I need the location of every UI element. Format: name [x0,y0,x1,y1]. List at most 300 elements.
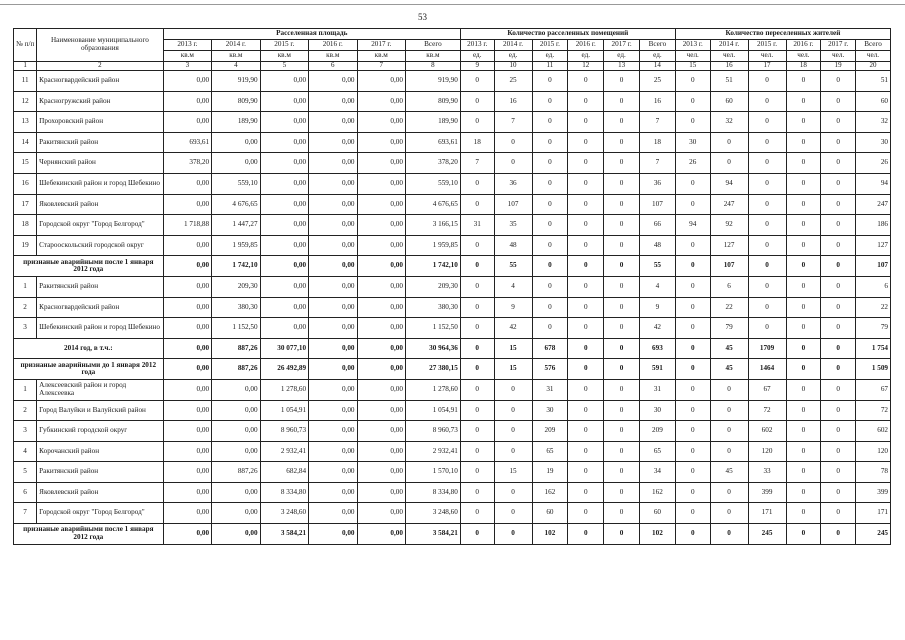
rooms-cell: 0 [568,235,604,256]
people-cell: 0 [675,173,710,194]
area-cell: 0,00 [163,71,211,92]
area-cell: 189,90 [405,112,460,133]
year-header-people: 2015 г. [748,40,786,51]
unit-header: чел. [748,51,786,62]
people-cell: 0 [675,256,710,277]
area-cell: 693,61 [405,132,460,153]
people-cell: 0 [748,215,786,236]
rooms-cell: 0 [568,132,604,153]
unit-header: чел. [675,51,710,62]
people-cell: 0 [786,297,821,318]
rooms-cell: 36 [494,173,532,194]
rooms-cell: 0 [604,359,640,380]
people-cell: 0 [748,256,786,277]
row-number: 11 [14,71,37,92]
area-cell: 887,26 [212,462,260,483]
year-header-rooms: 2015 г. [532,40,568,51]
area-cell: 0,00 [212,132,260,153]
area-cell: 0,00 [309,256,357,277]
rooms-cell: 0 [568,462,604,483]
rooms-cell: 4 [494,276,532,297]
people-cell: 26 [675,153,710,174]
year-header-area: 2014 г. [212,40,260,51]
rooms-cell: 15 [494,462,532,483]
people-cell: 0 [821,338,856,359]
people-cell: 0 [786,215,821,236]
people-cell: 1464 [748,359,786,380]
people-cell: 0 [786,153,821,174]
people-cell: 45 [710,462,748,483]
rooms-cell: 18 [640,132,676,153]
area-cell: 0,00 [260,173,308,194]
people-cell: 1 509 [856,359,891,380]
people-cell: 0 [748,235,786,256]
rooms-cell: 7 [640,112,676,133]
area-cell: 1 742,10 [405,256,460,277]
municipality-name: Ракитянский район [37,132,163,153]
people-cell: 0 [675,482,710,503]
people-cell: 72 [748,400,786,421]
table-row [14,297,891,318]
unit-header: ед. [460,51,494,62]
row-number: 16 [14,173,37,194]
area-cell: 0,00 [212,441,260,462]
people-cell: 0 [675,276,710,297]
municipality-name: Городской округ "Город Белгород" [37,215,163,236]
area-cell: 0,00 [309,338,357,359]
people-cell: 0 [786,379,821,400]
area-cell: 0,00 [309,421,357,442]
table-row [14,379,891,400]
rooms-cell: 0 [568,173,604,194]
rooms-cell: 0 [604,215,640,236]
area-cell: 682,84 [260,462,308,483]
subtotal-row [14,524,891,545]
people-cell: 22 [856,297,891,318]
column-index-cell: 4 [212,62,260,71]
people-cell: 0 [786,112,821,133]
area-cell: 0,00 [260,132,308,153]
column-index-cell: 18 [786,62,821,71]
year-header-rooms: Всего [640,40,676,51]
header-row-column-index [14,62,891,71]
rooms-cell: 9 [494,297,532,318]
people-cell: 0 [710,153,748,174]
area-cell: 0,00 [357,482,405,503]
area-cell: 209,30 [212,276,260,297]
area-cell: 0,00 [212,153,260,174]
year-header-rooms: 2017 г. [604,40,640,51]
people-cell: 0 [821,194,856,215]
area-cell: 0,00 [357,441,405,462]
row-number: 6 [14,482,37,503]
rooms-cell: 7 [460,153,494,174]
people-cell: 0 [748,173,786,194]
people-cell: 0 [786,91,821,112]
rooms-cell: 0 [532,215,568,236]
area-cell: 0,00 [357,91,405,112]
people-cell: 127 [856,235,891,256]
area-cell: 887,26 [212,338,260,359]
people-cell: 0 [675,462,710,483]
rooms-cell: 0 [568,503,604,524]
rooms-cell: 0 [568,400,604,421]
people-cell: 6 [856,276,891,297]
column-index-cell: 7 [357,62,405,71]
rooms-cell: 0 [604,91,640,112]
rooms-cell: 48 [640,235,676,256]
municipality-name: Красногвардейский район [37,71,163,92]
area-cell: 693,61 [163,132,211,153]
people-cell: 0 [821,256,856,277]
people-cell: 245 [748,524,786,545]
rooms-cell: 0 [604,132,640,153]
people-cell: 0 [748,71,786,92]
people-cell: 0 [821,215,856,236]
area-cell: 3 166,15 [405,215,460,236]
table-row [14,91,891,112]
rooms-cell: 0 [460,173,494,194]
rooms-cell: 0 [604,421,640,442]
table-body [14,71,891,545]
people-cell: 0 [675,71,710,92]
area-cell: 0,00 [163,276,211,297]
people-cell: 0 [786,256,821,277]
rooms-cell: 0 [604,173,640,194]
people-cell: 0 [821,503,856,524]
column-index-cell: 15 [675,62,710,71]
people-cell: 0 [786,503,821,524]
area-cell: 1 959,85 [405,235,460,256]
rooms-cell: 0 [494,132,532,153]
rooms-cell: 162 [532,482,568,503]
area-cell: 1 278,60 [260,379,308,400]
area-cell: 8 334,80 [405,482,460,503]
rooms-cell: 0 [568,524,604,545]
people-cell: 30 [856,132,891,153]
row-number: 14 [14,132,37,153]
rooms-cell: 0 [604,276,640,297]
people-cell: 0 [786,194,821,215]
area-cell: 0,00 [309,379,357,400]
area-cell: 0,00 [309,235,357,256]
rooms-cell: 0 [604,112,640,133]
rooms-cell: 0 [460,400,494,421]
resettlement-table [13,28,891,545]
subtotal-row [14,359,891,380]
rooms-cell: 0 [532,71,568,92]
table-row [14,276,891,297]
rooms-cell: 31 [640,379,676,400]
people-cell: 0 [786,235,821,256]
rooms-cell: 31 [460,215,494,236]
rooms-cell: 48 [494,235,532,256]
subtotal-row [14,338,891,359]
rooms-cell: 0 [460,524,494,545]
rooms-cell: 0 [604,153,640,174]
area-cell: 0,00 [212,503,260,524]
area-cell: 380,30 [212,297,260,318]
area-cell: 0,00 [260,153,308,174]
area-cell: 0,00 [357,215,405,236]
area-cell: 0,00 [163,359,211,380]
people-cell: 0 [786,359,821,380]
area-cell: 0,00 [260,297,308,318]
column-index-cell: 20 [856,62,891,71]
rooms-cell: 0 [460,462,494,483]
rooms-cell: 60 [532,503,568,524]
municipality-name: Красногвардейский район [37,297,163,318]
area-cell: 0,00 [357,71,405,92]
year-header-people: 2017 г. [821,40,856,51]
people-cell: 0 [675,441,710,462]
area-cell: 1 152,50 [212,318,260,339]
area-cell: 0,00 [260,112,308,133]
area-cell: 4 676,65 [212,194,260,215]
people-cell: 602 [856,421,891,442]
area-cell: 0,00 [260,91,308,112]
rooms-cell: 36 [640,173,676,194]
people-cell: 79 [856,318,891,339]
people-cell: 0 [675,379,710,400]
area-cell: 0,00 [309,276,357,297]
rooms-cell: 0 [604,524,640,545]
row-number: 3 [14,421,37,442]
area-cell: 0,00 [309,153,357,174]
year-header-area: 2015 г. [260,40,308,51]
unit-header: ед. [568,51,604,62]
people-cell: 0 [675,338,710,359]
rooms-cell: 42 [640,318,676,339]
unit-header: кв.м [163,51,211,62]
rooms-cell: 0 [460,338,494,359]
area-cell: 0,00 [260,235,308,256]
rooms-cell: 30 [640,400,676,421]
people-cell: 67 [856,379,891,400]
people-cell: 0 [821,132,856,153]
area-cell: 0,00 [163,482,211,503]
people-cell: 79 [710,318,748,339]
area-cell: 559,10 [212,173,260,194]
people-cell: 0 [786,132,821,153]
unit-header: кв.м [405,51,460,62]
year-header-rooms: 2016 г. [568,40,604,51]
row-number: 1 [14,276,37,297]
table-row [14,173,891,194]
people-cell: 0 [675,318,710,339]
rooms-cell: 0 [568,256,604,277]
area-cell: 1 718,88 [163,215,211,236]
people-cell: 0 [821,91,856,112]
area-cell: 378,20 [163,153,211,174]
rooms-cell: 0 [460,297,494,318]
rooms-cell: 65 [640,441,676,462]
municipality-name: Алексеевский район и город Алексеевка [37,379,163,400]
rooms-cell: 0 [460,318,494,339]
people-cell: 32 [710,112,748,133]
rooms-cell: 0 [532,235,568,256]
people-cell: 78 [856,462,891,483]
rooms-cell: 0 [568,91,604,112]
people-cell: 0 [821,359,856,380]
municipality-name: Прохоровский район [37,112,163,133]
area-cell: 1 742,10 [212,256,260,277]
area-cell: 2 932,41 [260,441,308,462]
rooms-cell: 0 [494,153,532,174]
area-cell: 0,00 [260,71,308,92]
area-cell: 0,00 [357,112,405,133]
rooms-cell: 0 [494,482,532,503]
rooms-cell: 102 [532,524,568,545]
people-cell: 0 [786,421,821,442]
area-cell: 0,00 [309,482,357,503]
subtotal-row [14,256,891,277]
people-cell: 127 [710,235,748,256]
area-cell: 919,90 [405,71,460,92]
rooms-cell: 0 [568,276,604,297]
area-cell: 0,00 [309,132,357,153]
rooms-cell: 0 [532,153,568,174]
area-cell: 0,00 [163,256,211,277]
column-index-cell: 16 [710,62,748,71]
rooms-cell: 25 [494,71,532,92]
people-cell: 0 [748,153,786,174]
column-index-cell: 8 [405,62,460,71]
rooms-cell: 0 [604,462,640,483]
area-cell: 0,00 [163,379,211,400]
people-cell: 0 [675,194,710,215]
area-cell: 1 570,10 [405,462,460,483]
unit-header: чел. [821,51,856,62]
area-cell: 919,90 [212,71,260,92]
people-cell: 0 [710,421,748,442]
area-cell: 0,00 [309,441,357,462]
unit-header: чел. [786,51,821,62]
municipality-name: Городской округ "Город Белгород" [37,503,163,524]
rooms-cell: 0 [568,71,604,92]
year-header-area: 2017 г. [357,40,405,51]
people-cell: 0 [710,482,748,503]
rooms-cell: 0 [532,297,568,318]
column-index-cell: 12 [568,62,604,71]
people-cell: 120 [748,441,786,462]
unit-header: ед. [640,51,676,62]
rooms-cell: 0 [568,112,604,133]
year-header-area: 2016 г. [309,40,357,51]
table-row [14,153,891,174]
area-cell: 809,90 [405,91,460,112]
area-cell: 3 248,60 [260,503,308,524]
people-cell: 0 [675,235,710,256]
area-cell: 380,30 [405,297,460,318]
rooms-cell: 0 [568,215,604,236]
rooms-cell: 0 [532,256,568,277]
people-cell: 0 [821,112,856,133]
table-row [14,462,891,483]
table-row [14,71,891,92]
people-cell: 0 [748,91,786,112]
municipality-name: Чернянский район [37,153,163,174]
area-cell: 0,00 [212,524,260,545]
area-cell: 0,00 [357,297,405,318]
column-index-cell: 9 [460,62,494,71]
column-index-cell: 17 [748,62,786,71]
table-row [14,318,891,339]
rooms-cell: 0 [604,441,640,462]
row-number: 7 [14,503,37,524]
rooms-cell: 0 [568,359,604,380]
people-cell: 0 [675,112,710,133]
row-number: 5 [14,462,37,483]
rooms-cell: 0 [494,524,532,545]
rooms-cell: 0 [532,91,568,112]
table-row [14,441,891,462]
rooms-cell: 55 [640,256,676,277]
row-number: 1 [14,379,37,400]
municipality-name: Старооскольский городской округ [37,235,163,256]
area-cell: 0,00 [357,235,405,256]
area-cell: 0,00 [309,503,357,524]
rooms-cell: 25 [640,71,676,92]
rooms-cell: 0 [460,71,494,92]
rooms-cell: 60 [640,503,676,524]
people-cell: 0 [786,462,821,483]
rooms-cell: 0 [604,400,640,421]
people-cell: 0 [821,441,856,462]
rooms-cell: 0 [604,297,640,318]
people-cell: 0 [710,503,748,524]
area-cell: 1 054,91 [260,400,308,421]
people-cell: 0 [821,153,856,174]
area-cell: 1 054,91 [405,400,460,421]
area-cell: 0,00 [212,421,260,442]
header-num: № п/п [14,29,37,62]
header-name: Наименование муниципального образования [37,29,163,62]
area-cell: 0,00 [357,173,405,194]
area-cell: 0,00 [309,462,357,483]
column-index-cell: 3 [163,62,211,71]
area-cell: 8 960,73 [260,421,308,442]
row-number: 17 [14,194,37,215]
unit-header: кв.м [357,51,405,62]
area-cell: 559,10 [405,173,460,194]
area-cell: 26 492,89 [260,359,308,380]
rooms-cell: 0 [460,256,494,277]
area-cell: 809,90 [212,91,260,112]
people-cell: 0 [710,132,748,153]
people-cell: 0 [821,318,856,339]
area-cell: 0,00 [357,194,405,215]
people-cell: 0 [786,400,821,421]
column-index-cell: 6 [309,62,357,71]
rooms-cell: 0 [494,503,532,524]
column-index-cell: 5 [260,62,308,71]
municipality-name: Яковлевский район [37,482,163,503]
people-cell: 107 [710,256,748,277]
rooms-cell: 0 [532,132,568,153]
rooms-cell: 0 [604,318,640,339]
rooms-cell: 19 [532,462,568,483]
page-top-edge [0,0,905,5]
rooms-cell: 0 [460,503,494,524]
area-cell: 189,90 [212,112,260,133]
people-cell: 32 [856,112,891,133]
people-cell: 171 [748,503,786,524]
municipality-name: Ракитянский район [37,462,163,483]
unit-header: ед. [494,51,532,62]
row-number: 2 [14,400,37,421]
row-number: 13 [14,112,37,133]
